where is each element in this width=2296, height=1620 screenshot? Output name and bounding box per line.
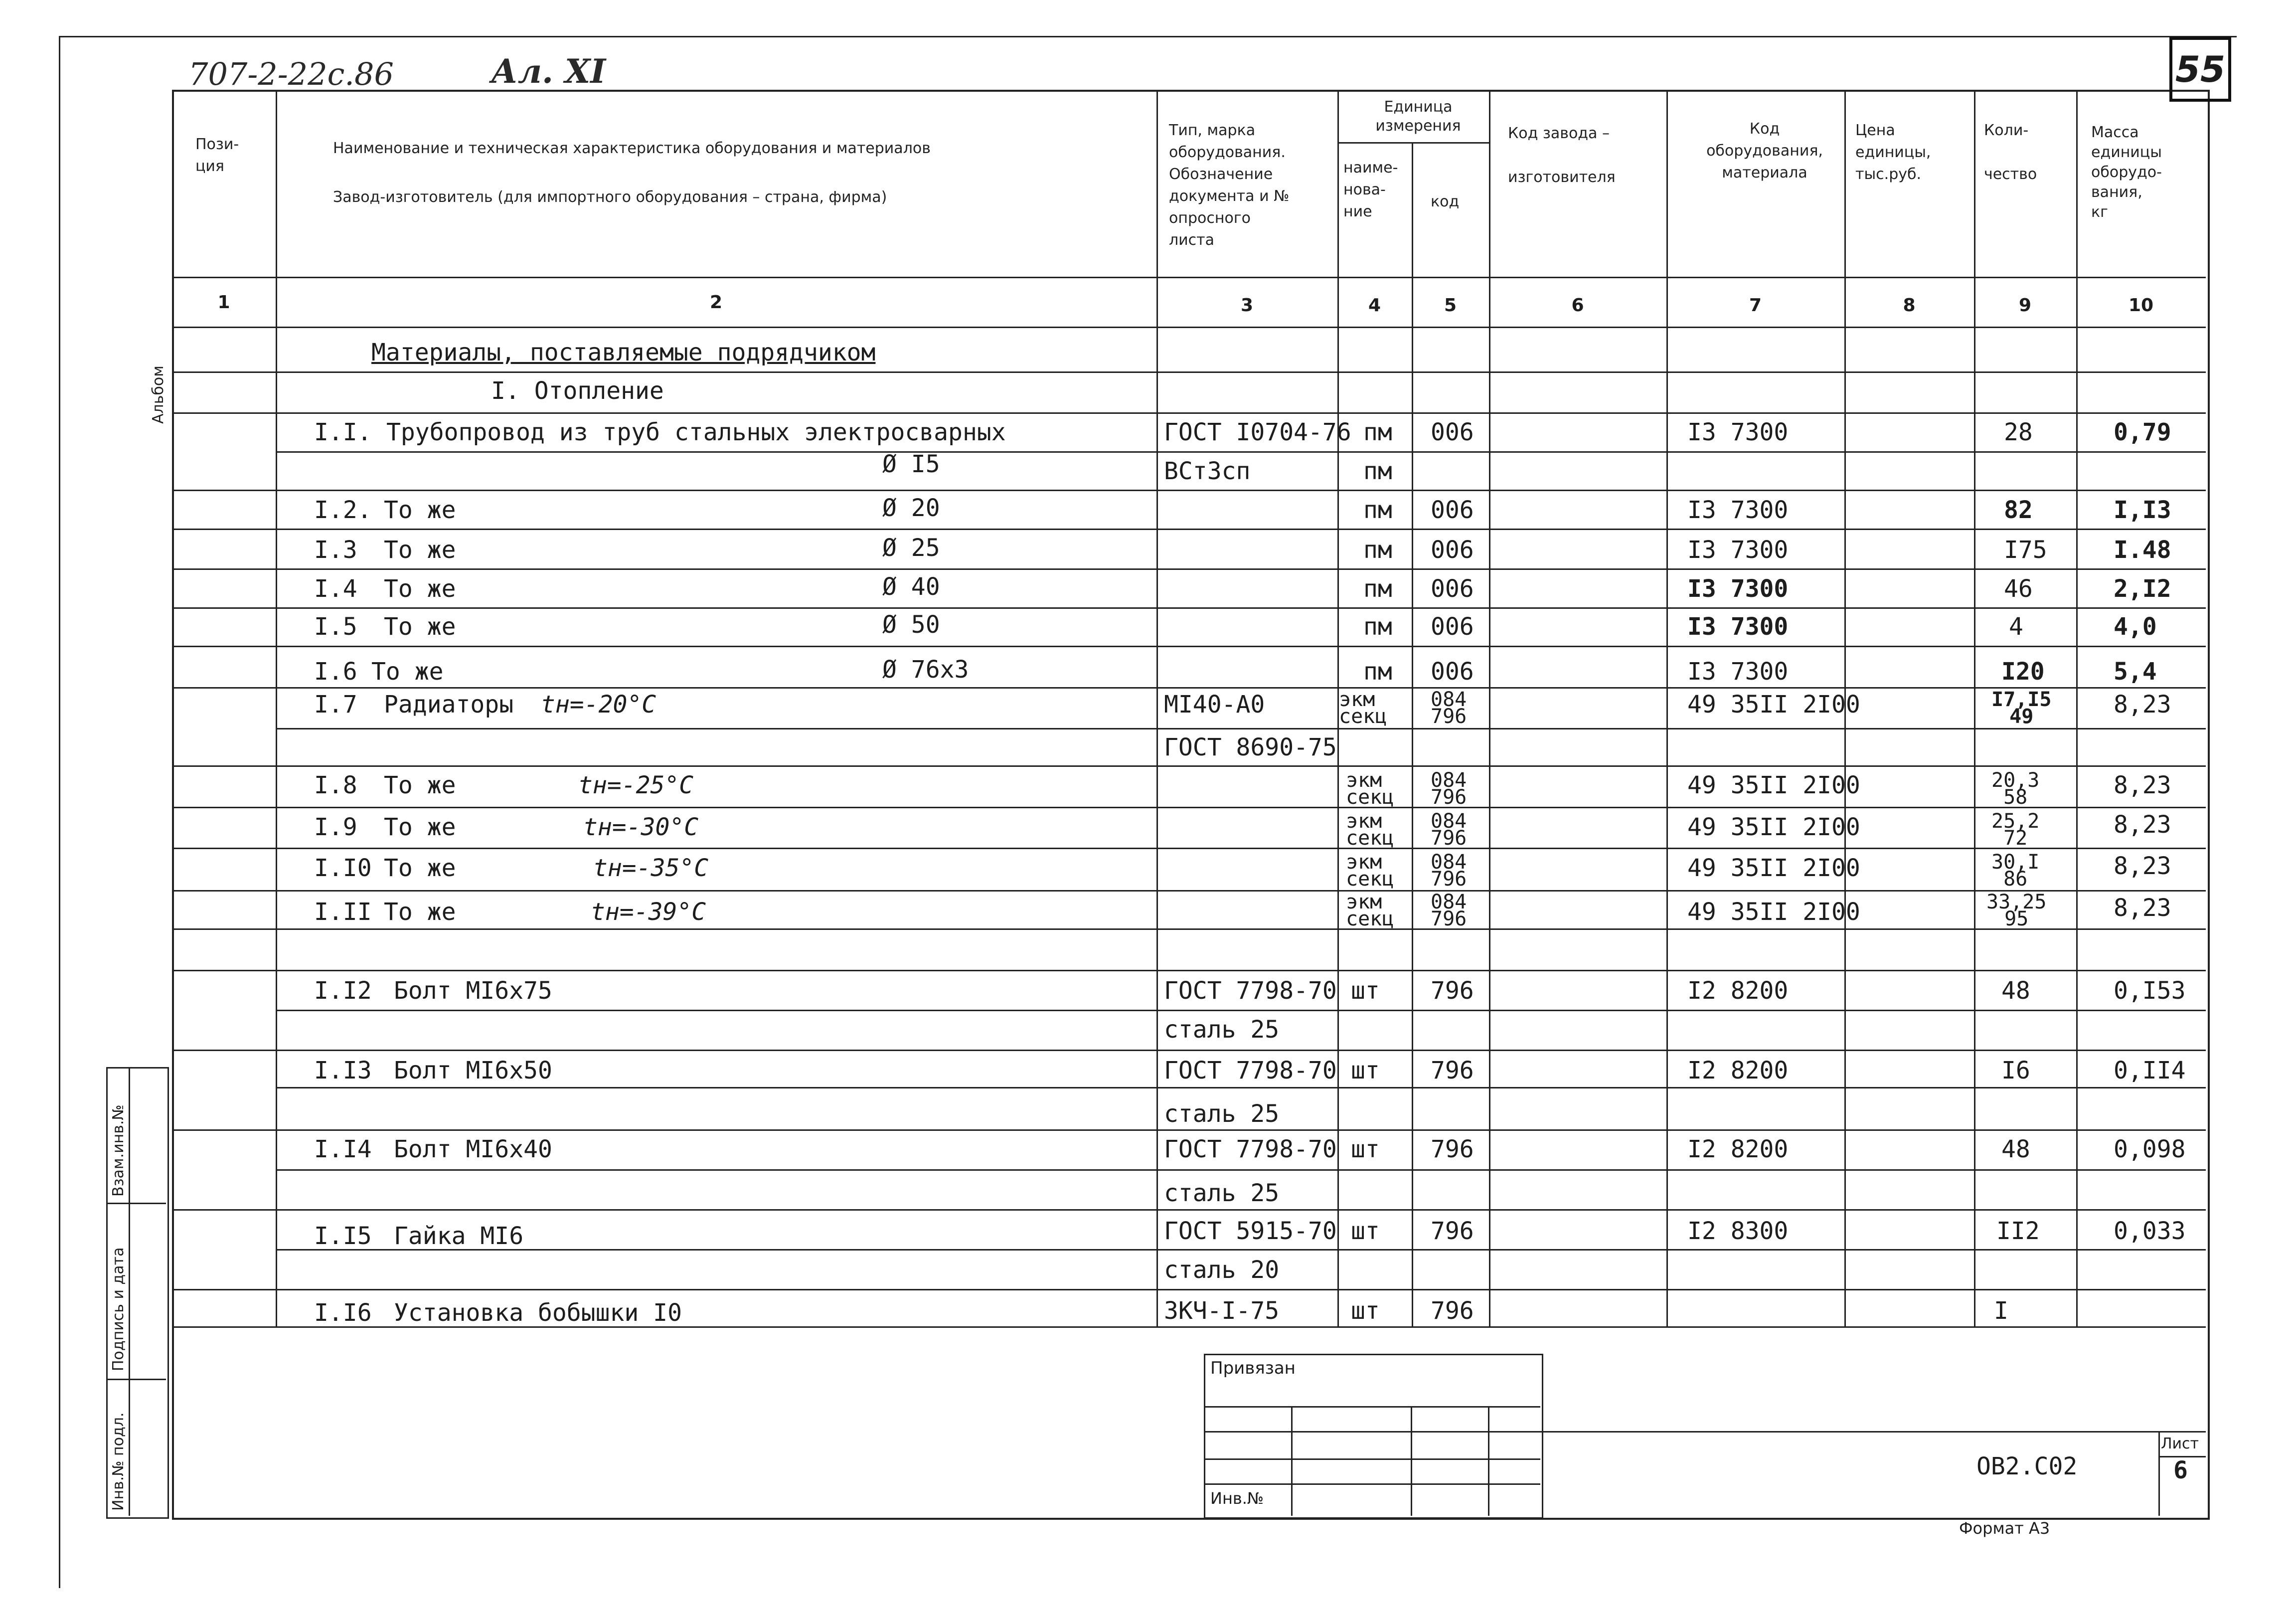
row-temperature: tн=-20°С (541, 691, 656, 719)
row-mass: 8,23 (2114, 811, 2171, 839)
row-unit-code: 084 796 (1431, 851, 1467, 891)
row-unit: пм (1363, 536, 1392, 564)
col-line (1974, 90, 1975, 1326)
row-unit: шт (1351, 1297, 1380, 1325)
row-quantity: I75 (2004, 536, 2047, 564)
row-code: I3 7300 (1687, 658, 1789, 686)
row-code: I2 8200 (1687, 1135, 1789, 1163)
row-quantity: 30,I 86 (1991, 851, 2040, 891)
row-quantity: 33,25 95 (1986, 891, 2047, 930)
row-code: 49 35II 2I00 (1687, 854, 1860, 882)
row-name: То же (371, 658, 444, 686)
stamp-list-label: Лист (2161, 1435, 2199, 1452)
row-unit-code: 006 (1431, 658, 1474, 686)
row-position: I.3 (314, 536, 357, 564)
row-mass: 4,0 (2114, 613, 2157, 641)
row-unit: пм (1363, 658, 1392, 686)
row-doc: ГОСТ 8690-75 (1164, 733, 1337, 761)
format-label: Формат А3 (1959, 1519, 2050, 1538)
row-unit-code: 084 796 (1431, 769, 1467, 809)
row-name: Радиаторы (384, 691, 514, 719)
row-mass: 5,4 (2114, 658, 2157, 686)
row-code: I3 7300 (1687, 418, 1789, 446)
row-unit-code: 084 796 (1431, 810, 1467, 850)
header-quantity: Коли- чество (1984, 122, 2037, 183)
row-unit: пм (1363, 457, 1392, 485)
row-doc: ГОСТ 5915-70 (1164, 1217, 1337, 1245)
row-code: 49 35II 2I00 (1687, 691, 1860, 719)
row-diameter: Ø 76х3 (882, 656, 969, 684)
row-position: I.5 (314, 613, 357, 641)
row-position: I.2. (314, 496, 372, 524)
header-name-line2: Завод-изготовитель (для импортного оборудования – страна, фирма) (333, 188, 887, 206)
col-line (1666, 90, 1668, 1326)
row-position: I.I3 (314, 1057, 372, 1084)
row-unit: пм (1363, 575, 1392, 603)
colnum-4: 4 (1368, 295, 1381, 316)
header-name-line1: Нaименование и техническая характеристика оборудования и материалов (333, 140, 931, 157)
row-mass: 0,098 (2114, 1135, 2186, 1163)
handwritten-album: Ал. XI (491, 52, 606, 91)
colnum-5: 5 (1444, 295, 1457, 316)
row-temperature: tн=-35°С (593, 854, 709, 882)
row-name: То же (384, 496, 456, 524)
row-code: 49 35II 2I00 (1687, 898, 1860, 926)
row-unit-code: 006 (1431, 536, 1474, 564)
stamp-code: ОВ2.С02 (1976, 1452, 2078, 1480)
row-code: I2 8300 (1687, 1217, 1789, 1245)
row-unit: шт (1351, 1135, 1380, 1163)
sheet-number: 55 (2169, 37, 2231, 102)
header-mass: Масса единицы оборудо- вания, кг (2091, 124, 2162, 221)
row-name: Болт МI6х50 (394, 1057, 552, 1084)
side-label-inv-podl: Инв.№ подл. (110, 1412, 127, 1511)
row-doc: ГОСТ I0704-76 (1164, 418, 1351, 446)
row-position: I.I. (314, 418, 372, 446)
col-line (276, 90, 277, 1326)
row-name: То же (384, 575, 456, 603)
row-quantity: 20,3 58 (1991, 769, 2040, 809)
row-position: I.4 (314, 575, 357, 603)
row-name: Гайка МI6 (394, 1222, 524, 1250)
row-unit-code: 796 (1431, 1297, 1474, 1325)
row-position: I.9 (314, 813, 357, 841)
row-name: То же (384, 536, 456, 564)
row-position: I.I2 (314, 977, 372, 1005)
row-name: Болт МI6х75 (394, 977, 552, 1005)
row-mass: 8,23 (2114, 894, 2171, 922)
row-position: I.6 (314, 658, 357, 686)
row-mass: I,I3 (2114, 496, 2171, 524)
row-quantity: II2 (1996, 1217, 2040, 1245)
handwritten-ref: 707-2-22с.86 (188, 56, 394, 92)
row-quantity: I20 (2001, 658, 2045, 686)
row-quantity: 82 (2004, 496, 2033, 524)
row-name: Установка бобышки I0 (394, 1299, 682, 1327)
row-position: I.8 (314, 771, 357, 799)
row-code: 49 35II 2I00 (1687, 771, 1860, 799)
row-mass: 0,79 (2114, 418, 2171, 446)
row-doc: сталь 25 (1164, 1179, 1280, 1207)
row-position: I.I6 (314, 1299, 372, 1327)
row-quantity: 4 (2009, 613, 2023, 641)
row-mass: 2,I2 (2114, 575, 2171, 603)
row-doc: ВСт3сп (1164, 457, 1251, 485)
row-code: I2 8200 (1687, 1057, 1789, 1084)
row-name: Болт МI6х40 (394, 1135, 552, 1163)
stamp-privyazan: Привязан (1210, 1358, 1296, 1378)
row-code: I3 7300 (1687, 575, 1789, 603)
row-mass: I.48 (2114, 536, 2171, 564)
row-name: Трубопровод из труб стальных электросварных (386, 418, 1006, 446)
colnum-2: 2 (709, 292, 723, 313)
row-doc: ГОСТ 7798-70 (1164, 1135, 1337, 1163)
row-code: I3 7300 (1687, 613, 1789, 641)
row-position: I.I4 (314, 1135, 372, 1163)
row-diameter: Ø I5 (882, 450, 940, 478)
header-type: Тип, марка оборудования. Обозначение документа и № опросного листа (1169, 122, 1290, 249)
row-name: То же (384, 854, 456, 882)
row-quantity: I6 (2001, 1057, 2030, 1084)
row-unit: пм (1363, 613, 1392, 641)
row-mass: 8,23 (2114, 852, 2171, 880)
colnum-3: 3 (1240, 295, 1254, 316)
row-quantity: 48 (2001, 977, 2030, 1005)
row-diameter: Ø 20 (882, 494, 940, 522)
row-position: I.II (314, 898, 372, 926)
row-unit-code: 084 796 (1431, 688, 1467, 728)
subsection-title: I. Отопление (491, 377, 664, 405)
colnum-9: 9 (2018, 295, 2032, 316)
colnum-1: 1 (217, 292, 230, 313)
row-unit: экм секц (1346, 851, 1394, 891)
row-diameter: Ø 25 (882, 534, 940, 562)
row-temperature: tн=-39°С (591, 898, 706, 926)
row-unit: экм секц (1346, 769, 1394, 809)
row-quantity: 28 (2004, 418, 2033, 446)
row-code: I2 8200 (1687, 977, 1789, 1005)
row-position: I.7 (314, 691, 357, 719)
row-doc: ЗКЧ-I-75 (1164, 1297, 1280, 1325)
row-mass: 8,23 (2114, 691, 2171, 719)
row-doc: сталь 20 (1164, 1256, 1280, 1284)
row-doc: ГОСТ 7798-70 (1164, 1057, 1337, 1084)
row-unit: экм секц (1346, 891, 1394, 930)
row-doc: сталь 25 (1164, 1016, 1280, 1044)
row-unit: пм (1363, 418, 1392, 446)
row-unit-code: 796 (1431, 977, 1474, 1005)
row-quantity: 25,2 72 (1991, 810, 2040, 850)
row-unit-code: 006 (1431, 613, 1474, 641)
row-code: I3 7300 (1687, 496, 1789, 524)
stamp-inv: Инв.№ (1210, 1489, 1264, 1508)
row-code: I3 7300 (1687, 536, 1789, 564)
colnum-10: 10 (2128, 295, 2154, 316)
row-unit: шт (1351, 1057, 1380, 1084)
row-unit-code: 796 (1431, 1217, 1474, 1245)
row-position: I.I0 (314, 854, 372, 882)
row-unit: пм (1363, 496, 1392, 524)
col-line (1412, 142, 1413, 1326)
album-side-label: Альбом (150, 365, 167, 424)
colnum-8: 8 (1903, 295, 1916, 316)
header-unit-name: наиме- нова- ние (1343, 159, 1398, 220)
row-unit: шт (1351, 1217, 1380, 1245)
header-equipment-code: Код оборудования, материала (1706, 120, 1823, 181)
col-line (1156, 90, 1158, 1326)
row-name: То же (384, 613, 456, 641)
row-quantity: 48 (2001, 1135, 2030, 1163)
side-label-vzam: Взам.инв.№ (110, 1104, 127, 1197)
row-mass: 0,I53 (2114, 977, 2186, 1005)
row-quantity: I7,I5 49 (1991, 688, 2052, 728)
row-unit-code: 796 (1431, 1057, 1474, 1084)
header-unit-code: код (1431, 193, 1460, 210)
row-unit-code: 084 796 (1431, 891, 1467, 930)
row-doc: сталь 25 (1164, 1100, 1280, 1128)
row-quantity: 46 (2004, 575, 2033, 603)
row-doc: ГОСТ 7798-70 (1164, 977, 1337, 1005)
side-label-podpis: Подпись и дата (110, 1247, 127, 1371)
row-mass: 8,23 (2114, 771, 2171, 799)
row-unit: экм секц (1346, 810, 1394, 850)
row-name: То же (384, 813, 456, 841)
header-price: Цена единицы, тыс.руб. (1855, 122, 1931, 183)
row-diameter: Ø 50 (882, 611, 940, 639)
header-factory-code: Код завода – изготовителя (1508, 125, 1616, 186)
row-unit-code: 006 (1431, 418, 1474, 446)
row-diameter: Ø 40 (882, 573, 940, 601)
row-mass: 0,033 (2114, 1217, 2186, 1245)
row-temperature: tн=-30°С (583, 813, 699, 841)
row-unit-code: 796 (1431, 1135, 1474, 1163)
section-title: Материалы, поставляемые подрядчиком (371, 339, 876, 366)
row-mass: 0,II4 (2114, 1057, 2186, 1084)
row-unit-code: 006 (1431, 575, 1474, 603)
row-quantity: I (1994, 1297, 2008, 1325)
col-line (1489, 90, 1490, 1326)
stamp-list-number: 6 (2173, 1456, 2188, 1484)
row-unit-code: 006 (1431, 496, 1474, 524)
header-position: Пози- ция (195, 136, 239, 175)
row-name: То же (384, 898, 456, 926)
row-name: То же (384, 771, 456, 799)
header-unit: Единица измерения (1375, 98, 1461, 135)
row-unit: экм секц (1339, 688, 1387, 728)
colnum-6: 6 (1571, 295, 1584, 316)
row-position: I.I5 (314, 1222, 372, 1250)
col-line (2076, 90, 2078, 1326)
row-temperature: tн=-25°С (578, 771, 694, 799)
row-unit: шт (1351, 977, 1380, 1005)
row-code: 49 35II 2I00 (1687, 813, 1860, 841)
colnum-7: 7 (1749, 295, 1762, 316)
row-doc: МI40-А0 (1164, 691, 1265, 719)
